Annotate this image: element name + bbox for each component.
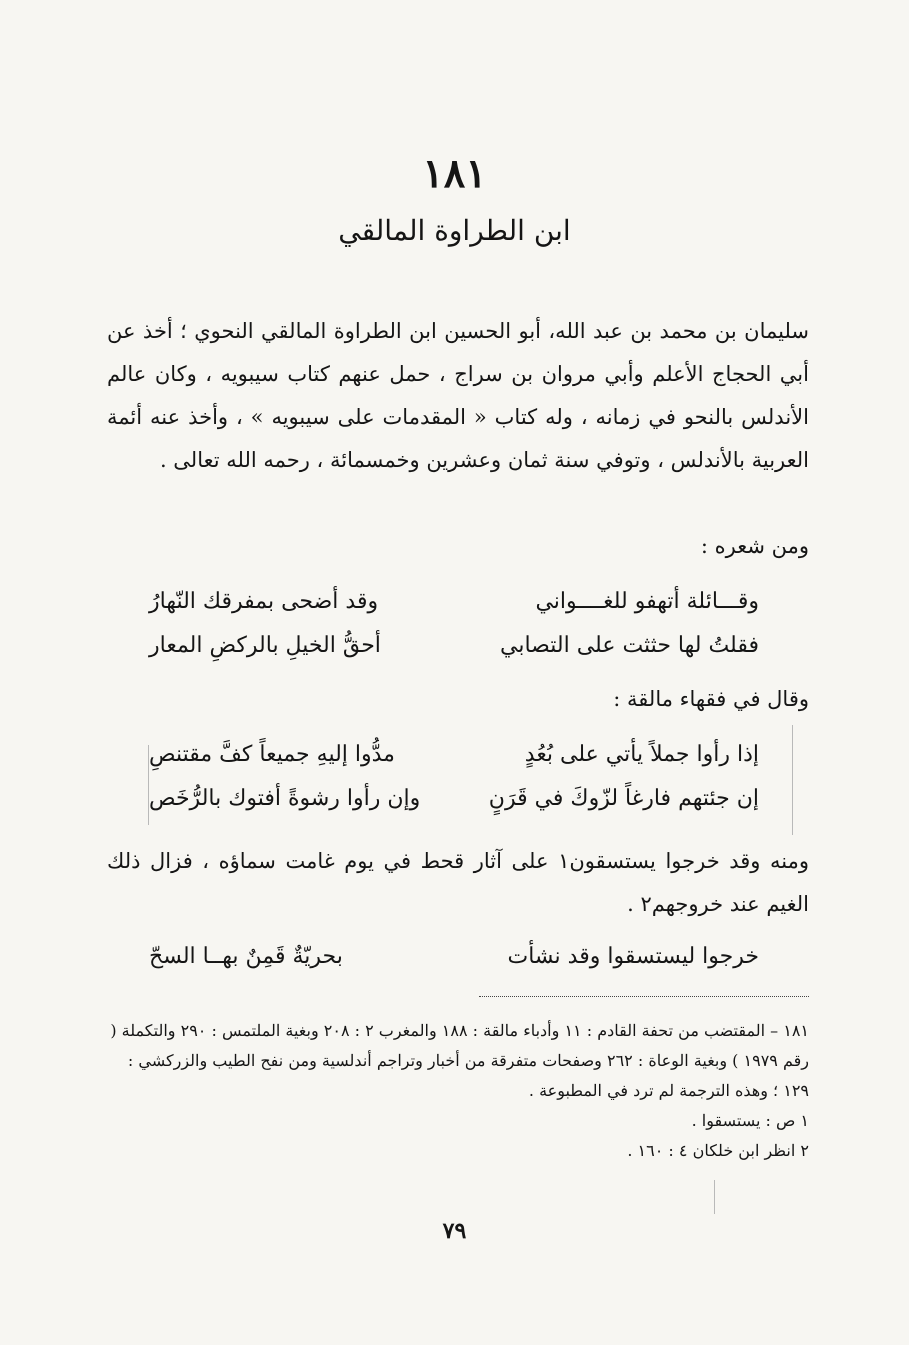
verse-first-hemistich: وقـــائلة أتهفو للغــــواني bbox=[535, 589, 759, 614]
poem-3 bbox=[149, 935, 759, 979]
entry-number: ١٨١ bbox=[422, 150, 487, 197]
verse bbox=[149, 624, 759, 668]
scan-mark bbox=[714, 1180, 715, 1214]
footnote-2: ٢ انظر ابن خلكان ٤ : ١٦٠ . bbox=[627, 1141, 809, 1160]
verse bbox=[149, 777, 759, 821]
footnote-separator bbox=[479, 996, 809, 997]
verse bbox=[149, 935, 759, 979]
poem-intro-1: ومن شعره : bbox=[700, 534, 809, 558]
verse-first-hemistich: إن جئتهم فارغاً لزّوكَ في قَرَنٍ bbox=[488, 786, 759, 811]
narrative-paragraph bbox=[107, 840, 809, 926]
narrative-text: ومنه وقد خرجوا يستسقون١ على آثار قحط في يوم غامت سماؤه ، فزال ذلك الغيم عند خروجهم٢ . bbox=[107, 849, 809, 916]
biography-paragraph bbox=[107, 310, 809, 482]
verse-second-hemistich: وقد أضحى بمفرقك النّهارُ bbox=[149, 589, 379, 614]
verse-second-hemistich: بحريّةٌ قَمِنٌ بهــا السحّ bbox=[149, 944, 343, 969]
verse-first-hemistich: فقلتُ لها حثثت على التصابي bbox=[500, 633, 759, 658]
scan-mark bbox=[148, 745, 149, 825]
verse-second-hemistich: أحقُّ الخيلِ بالركضِ المعار bbox=[149, 633, 381, 658]
footnote-1: ١ ص : يستسقوا . bbox=[691, 1111, 809, 1130]
footnote-sources: ١٨١ – المقتضب من تحفة القادم : ١١ وأدباء مالقة : ١٨٨ والمغرب ٢ : ٢٠٨ وبغية الملتمس : ٢٩٠ والتكملة ( رقم ١٩٧٩ ) وبغية الوعاة : ٢٦٢ وصفحات متفرقة من أخبار وتراجم أندلسية ومن نفح الطيب والزركشي : ١٢٩ ؛ وهذه الترجمة لم ترد في المطبوعة . bbox=[110, 1021, 809, 1100]
verse bbox=[149, 733, 759, 777]
poem-2 bbox=[149, 733, 759, 821]
verse bbox=[149, 580, 759, 624]
poem-1 bbox=[149, 580, 759, 668]
verse-first-hemistich: خرجوا ليستسقوا وقد نشأت bbox=[507, 944, 759, 969]
biography-text: سليمان بن محمد بن عبد الله، أبو الحسين ابن الطراوة المالقي النحوي ؛ أخذ عن أبي الحجاج الأعلم وأبي مروان بن سراج ، حمل عنهم كتاب سيبويه ، وكان عالم الأندلس بالنحو في زمانه ، وله كتاب « المقدمات على سيبويه » ، وأخذ عنه أئمة العربية بالأندلس ، وتوفي سنة ثمان وعشرين وخمسمائة ، رحمه الله تعالى . bbox=[107, 319, 809, 472]
verse-second-hemistich: مدُّوا إليهِ جميعاً كفَّ مقتنصِ bbox=[149, 742, 395, 767]
verse-second-hemistich: وإن رأوا رشوةً أفتوك بالرُّخَص bbox=[149, 786, 421, 811]
entry-title: ابن الطراوة المالقي bbox=[338, 214, 571, 247]
page-number: ٧٩ bbox=[442, 1218, 467, 1244]
verse-first-hemistich: إذا رأوا جملاً يأتي على بُعُدٍ bbox=[524, 742, 759, 767]
poem-intro-2: وقال في فقهاء مالقة : bbox=[613, 687, 809, 711]
scan-mark bbox=[792, 725, 793, 835]
footnotes bbox=[104, 1016, 809, 1166]
